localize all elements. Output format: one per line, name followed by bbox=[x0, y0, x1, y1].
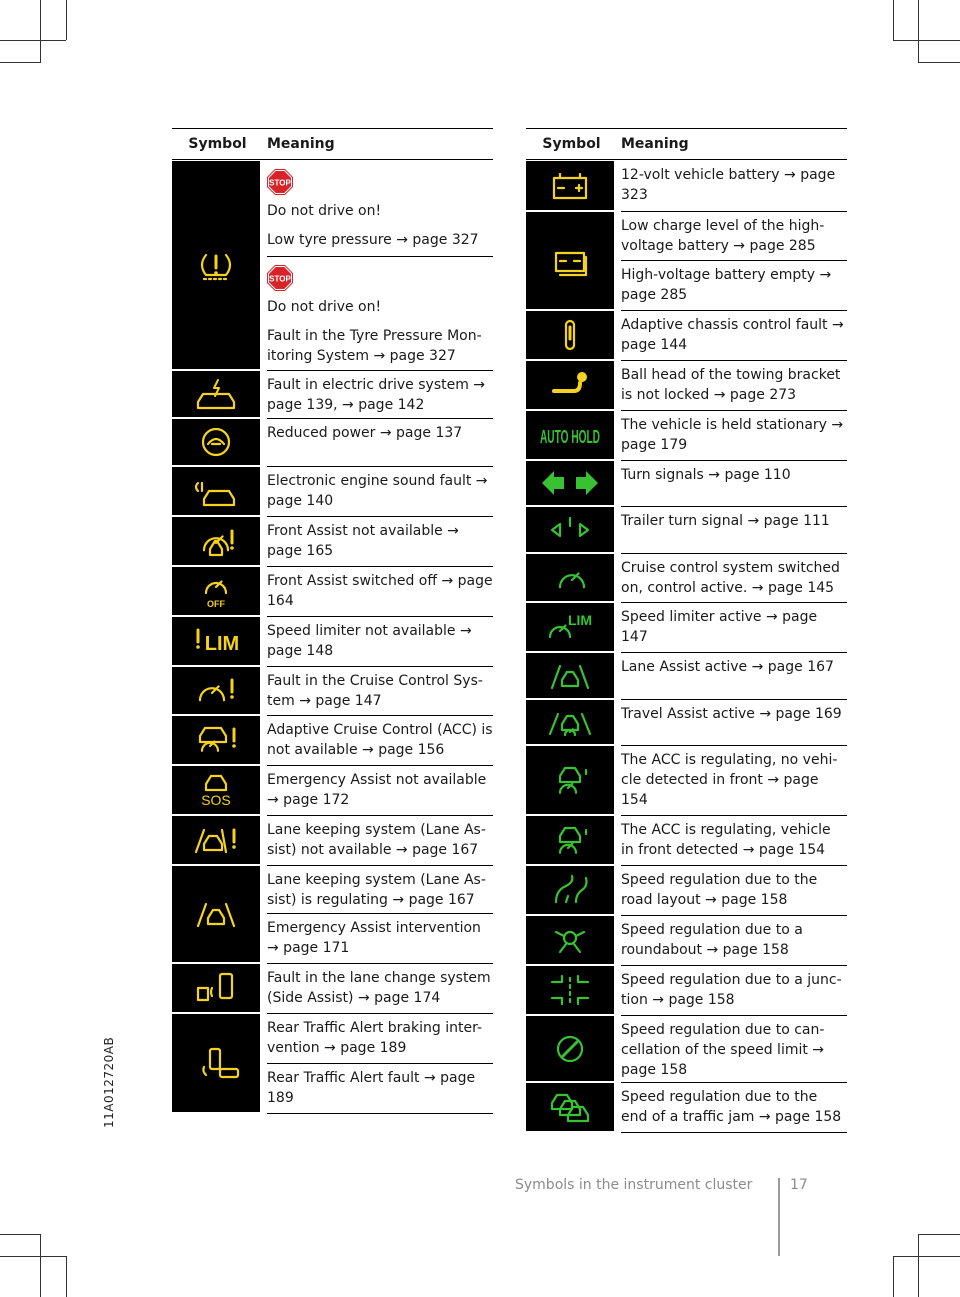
meaning-cell bbox=[267, 567, 493, 617]
footer-divider bbox=[778, 1178, 780, 1256]
meaning-cell bbox=[621, 461, 847, 507]
symbol-cell bbox=[526, 603, 614, 651]
lane-assist-unavailable-icon bbox=[184, 822, 248, 858]
meaning-text: Electronic engine sound fault → page 140 bbox=[267, 473, 488, 509]
meaning-cell bbox=[621, 161, 847, 212]
battery-12v-icon bbox=[538, 168, 602, 204]
meaning-text: Do not drive on! bbox=[267, 203, 382, 219]
meaning-cell bbox=[267, 1064, 493, 1114]
crop-mark bbox=[66, 1256, 67, 1297]
symbol-table-left bbox=[172, 128, 493, 1106]
meaning-text: Fault in the lane change system (Side Assist) → page 174 bbox=[267, 970, 491, 1006]
meaning-cell bbox=[621, 311, 847, 361]
meaning-text: Lane Assist active → page 167 bbox=[621, 659, 834, 675]
svg-text:LIM: LIM bbox=[204, 633, 240, 655]
meaning-cell bbox=[267, 617, 493, 667]
page-number: 17 bbox=[790, 1177, 808, 1193]
meaning-cell bbox=[621, 261, 847, 311]
symbol-cell bbox=[526, 212, 614, 309]
symbol-table-right bbox=[526, 128, 847, 1125]
meaning-text: Travel Assist active → page 169 bbox=[621, 706, 842, 722]
meaning-text: Fault in the Cruise Control Sys-tem → page 147 bbox=[267, 673, 483, 709]
traffic-jam-end-icon bbox=[538, 1089, 602, 1125]
meaning-text: Speed regulation due to a roundabout → page 158 bbox=[621, 922, 803, 958]
meaning-cell bbox=[267, 371, 493, 419]
meaning-cell bbox=[267, 467, 493, 517]
meaning-text: Reduced power → page 137 bbox=[267, 425, 463, 441]
road-layout-regulation-icon bbox=[538, 872, 602, 908]
lane-assist-regulating-icon bbox=[184, 896, 248, 932]
meaning-cell bbox=[621, 866, 847, 916]
meaning-cell bbox=[621, 1083, 847, 1133]
meaning-cell bbox=[621, 966, 847, 1016]
roundabout-regulation-icon bbox=[538, 922, 602, 958]
symbol-cell bbox=[172, 964, 260, 1012]
meaning-text: Emergency Assist not available → page 172 bbox=[267, 772, 487, 808]
meaning-text: Trailer turn signal → page 111 bbox=[621, 513, 830, 529]
meaning-text: Fault in the Tyre Pressure Mon-itoring System → page 327 bbox=[267, 328, 482, 364]
hv-battery-icon bbox=[538, 243, 602, 279]
trailer-turn-signal-icon bbox=[538, 512, 602, 548]
symbol-cell bbox=[172, 866, 260, 962]
symbol-cell bbox=[172, 467, 260, 515]
symbol-cell bbox=[526, 311, 614, 359]
meaning-text: The vehicle is held stationary → page 179 bbox=[621, 417, 844, 453]
meaning-text: The ACC is regulating, no vehi-cle detected in front → page 154 bbox=[621, 752, 838, 808]
meaning-cell bbox=[267, 914, 493, 964]
meaning-text: Speed regulation due to the end of a traffic jam → page 158 bbox=[621, 1089, 842, 1125]
header-meaning: Meaning bbox=[267, 136, 335, 152]
symbol-cell bbox=[172, 617, 260, 665]
meaning-cell bbox=[621, 411, 847, 461]
meaning-cell bbox=[267, 419, 493, 467]
symbol-cell bbox=[172, 517, 260, 565]
svg-text:STOP: STOP bbox=[269, 178, 291, 188]
crop-mark bbox=[893, 1256, 894, 1297]
speed-limiter-active-icon bbox=[538, 609, 602, 645]
symbol-cell bbox=[526, 746, 614, 814]
meaning-text: Rear Traffic Alert braking inter-vention → page 189 bbox=[267, 1020, 482, 1056]
symbol-cell bbox=[526, 653, 614, 698]
symbol-cell bbox=[526, 461, 614, 505]
electric-drive-fault-icon bbox=[184, 376, 248, 412]
speed-limiter-unavailable-icon bbox=[184, 623, 248, 659]
symbol-cell bbox=[172, 161, 260, 369]
table-header bbox=[526, 128, 847, 160]
symbol-cell bbox=[172, 716, 260, 764]
meaning-text: Rear Traffic Alert fault → page 189 bbox=[267, 1070, 476, 1106]
meaning-cell bbox=[621, 603, 847, 653]
towing-bracket-icon bbox=[538, 367, 602, 403]
acc-unavailable-icon bbox=[184, 722, 248, 758]
turn-signals-icon bbox=[538, 465, 602, 501]
header-symbol: Symbol bbox=[188, 136, 247, 152]
meaning-text: Cruise control system switched on, control active. → page 145 bbox=[621, 560, 840, 596]
cruise-control-fault-icon bbox=[184, 673, 248, 709]
meaning-cell bbox=[267, 866, 493, 914]
svg-text:OFF: OFF bbox=[207, 599, 225, 609]
meaning-cell bbox=[267, 667, 493, 716]
front-assist-unavailable-icon bbox=[184, 523, 248, 559]
meaning-cell bbox=[267, 257, 493, 371]
symbol-cell bbox=[526, 361, 614, 409]
meaning-text: Lane keeping system (Lane As-sist) not available → page 167 bbox=[267, 822, 486, 858]
tyre-pressure-icon bbox=[184, 247, 248, 283]
meaning-text: Speed limiter active → page 147 bbox=[621, 609, 818, 645]
symbol-cell bbox=[172, 766, 260, 814]
document-code: 11A012720AB bbox=[102, 1036, 116, 1128]
crop-mark bbox=[918, 1234, 960, 1235]
crop-mark bbox=[918, 62, 960, 63]
meaning-text: Speed regulation due to a junc-tion → page 158 bbox=[621, 972, 842, 1008]
meaning-text: Adaptive chassis control fault → page 144 bbox=[621, 317, 844, 353]
table-header bbox=[172, 128, 493, 160]
meaning-cell bbox=[621, 361, 847, 411]
meaning-cell bbox=[621, 746, 847, 816]
meaning-cell bbox=[621, 916, 847, 966]
auto-hold-icon bbox=[538, 417, 602, 453]
meaning-text: Speed limiter not available → page 148 bbox=[267, 623, 472, 659]
crop-mark bbox=[0, 1256, 66, 1257]
stop-sign-icon bbox=[267, 265, 293, 291]
symbol-cell bbox=[526, 161, 614, 210]
symbol-cell bbox=[526, 700, 614, 744]
crop-mark bbox=[40, 1234, 41, 1297]
symbol-cell bbox=[526, 1083, 614, 1131]
svg-text:LIM: LIM bbox=[567, 612, 593, 628]
front-assist-off-icon bbox=[184, 573, 248, 609]
meaning-cell bbox=[621, 507, 847, 554]
meaning-cell bbox=[621, 653, 847, 700]
crop-mark bbox=[918, 1234, 919, 1297]
meaning-cell bbox=[621, 700, 847, 746]
meaning-text: Speed regulation due to the road layout → page 158 bbox=[621, 872, 818, 908]
symbol-cell bbox=[172, 567, 260, 615]
symbol-cell bbox=[526, 1016, 614, 1081]
symbol-cell bbox=[526, 507, 614, 552]
cruise-control-active-icon bbox=[538, 560, 602, 596]
meaning-text: Speed regulation due to can-cellation of the speed limit → page 158 bbox=[621, 1022, 825, 1078]
symbol-cell bbox=[172, 419, 260, 465]
symbol-cell bbox=[526, 816, 614, 864]
symbol-cell bbox=[526, 916, 614, 964]
symbol-cell bbox=[526, 866, 614, 914]
travel-assist-active-icon bbox=[538, 704, 602, 740]
rear-traffic-alert-icon bbox=[184, 1045, 248, 1081]
crop-mark bbox=[40, 0, 41, 62]
meaning-text: 12-volt vehicle battery → page 323 bbox=[621, 167, 836, 203]
meaning-text: Do not drive on! bbox=[267, 299, 382, 315]
meaning-text: High-voltage battery empty → page 285 bbox=[621, 267, 832, 303]
crop-mark bbox=[893, 0, 894, 40]
symbol-cell bbox=[526, 966, 614, 1014]
meaning-cell bbox=[267, 716, 493, 766]
meaning-text: Ball head of the towing bracket is not locked → page 273 bbox=[621, 367, 841, 403]
acc-regulating-no-vehicle-icon bbox=[538, 762, 602, 798]
meaning-text: Fault in electric drive system → page 139, → page 142 bbox=[267, 377, 486, 413]
meaning-cell bbox=[621, 816, 847, 866]
meaning-text: Emergency Assist intervention → page 171 bbox=[267, 920, 481, 956]
meaning-text: Low tyre pressure → page 327 bbox=[267, 232, 479, 248]
meaning-cell bbox=[621, 212, 847, 261]
meaning-text: The ACC is regulating, vehicle in front detected → page 154 bbox=[621, 822, 831, 858]
reduced-power-icon bbox=[184, 424, 248, 460]
emergency-assist-unavailable-icon bbox=[184, 772, 248, 808]
header-symbol: Symbol bbox=[542, 136, 601, 152]
meaning-text: Adaptive Cruise Control (ACC) is not available → page 156 bbox=[267, 722, 493, 758]
svg-text:STOP: STOP bbox=[269, 274, 291, 284]
acc-regulating-vehicle-icon bbox=[538, 822, 602, 858]
meaning-cell bbox=[267, 766, 493, 816]
crop-mark bbox=[893, 40, 960, 41]
crop-mark bbox=[918, 0, 919, 62]
meaning-cell bbox=[267, 1014, 493, 1064]
footer-section: Symbols in the instrument cluster bbox=[515, 1177, 753, 1193]
meaning-cell bbox=[621, 554, 847, 603]
junction-regulation-icon bbox=[538, 972, 602, 1008]
meaning-text: Front Assist not available → page 165 bbox=[267, 523, 459, 559]
symbol-cell bbox=[172, 816, 260, 864]
svg-text:SOS: SOS bbox=[201, 792, 231, 808]
symbol-cell bbox=[172, 667, 260, 714]
meaning-text: Lane keeping system (Lane As-sist) is regulating → page 167 bbox=[267, 872, 486, 908]
symbol-cell bbox=[526, 411, 614, 459]
stop-sign-icon bbox=[267, 169, 293, 195]
speed-limit-cancel-icon bbox=[538, 1031, 602, 1067]
symbol-cell bbox=[172, 1014, 260, 1112]
svg-text:AUTO HOLD: AUTO HOLD bbox=[540, 427, 600, 447]
symbol-cell bbox=[526, 554, 614, 601]
meaning-cell bbox=[267, 517, 493, 567]
meaning-text: Front Assist switched off → page 164 bbox=[267, 573, 493, 609]
meaning-cell bbox=[621, 1016, 847, 1083]
meaning-cell bbox=[267, 816, 493, 866]
header-meaning: Meaning bbox=[621, 136, 689, 152]
meaning-text: Low charge level of the high-voltage battery → page 285 bbox=[621, 218, 825, 254]
lane-assist-active-icon bbox=[538, 658, 602, 694]
engine-sound-fault-icon bbox=[184, 473, 248, 509]
meaning-cell bbox=[267, 964, 493, 1014]
crop-mark bbox=[893, 1256, 960, 1257]
crop-mark bbox=[0, 1234, 41, 1235]
meaning-cell bbox=[267, 161, 493, 257]
crop-mark bbox=[0, 62, 41, 63]
symbol-cell bbox=[172, 371, 260, 417]
meaning-text: Turn signals → page 110 bbox=[621, 467, 791, 483]
side-assist-fault-icon bbox=[184, 970, 248, 1006]
chassis-control-fault-icon bbox=[538, 317, 602, 353]
crop-mark bbox=[66, 0, 67, 40]
crop-mark bbox=[0, 40, 66, 41]
